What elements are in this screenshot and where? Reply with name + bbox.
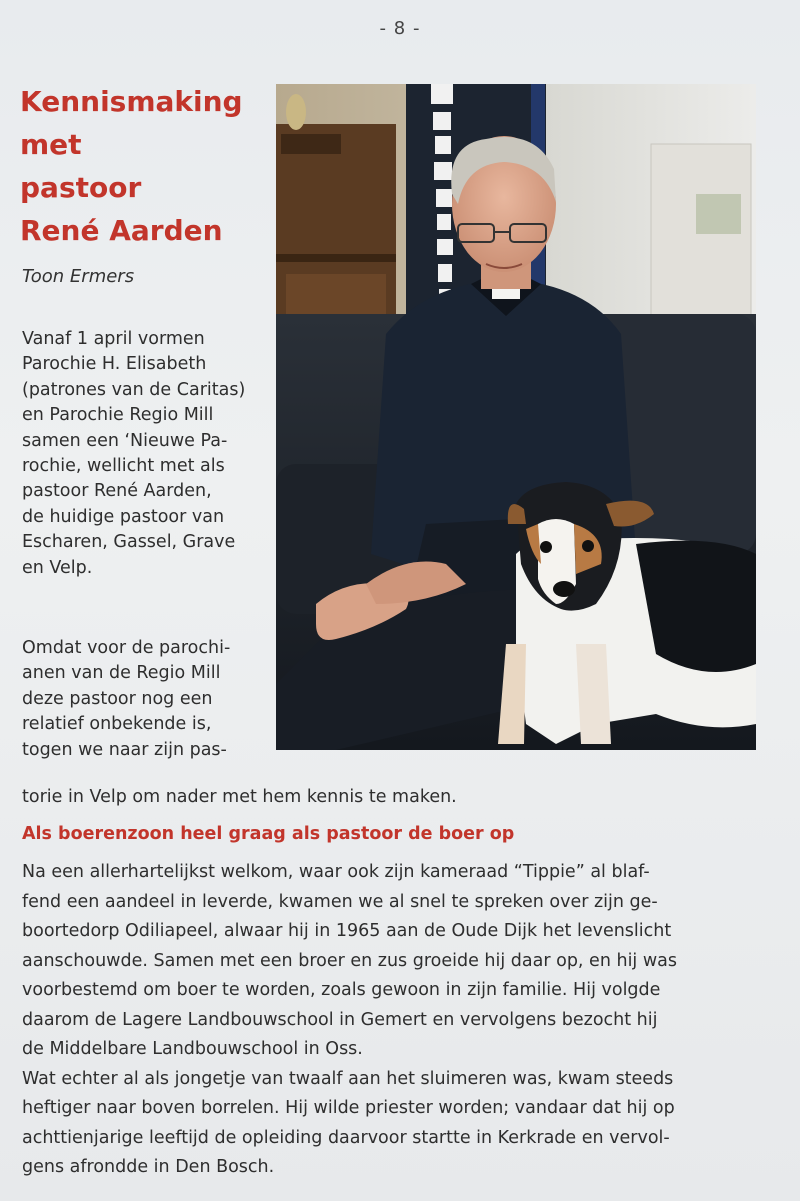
- text-line: togen we naar zijn pas-: [22, 739, 227, 760]
- text-line: voorbestemd om boer te worden, zoals gewoon in zijn familie. Hij volgde: [22, 980, 661, 1000]
- pastor-with-dog-photo: [276, 84, 756, 750]
- text-line: anen van de Regio Mill: [22, 663, 221, 684]
- second-paragraph: [22, 636, 280, 763]
- text-line: relatief onbekende is,: [22, 714, 212, 735]
- article-title: [20, 80, 270, 252]
- text-line: gens afrondde in Den Bosch.: [22, 1157, 275, 1177]
- text-line: torie in Velp om nader met hem kennis te maken.: [22, 787, 457, 807]
- article-photo: [276, 84, 756, 750]
- body-paragraph: [22, 858, 782, 1183]
- text-line: Vanaf 1 april vormen: [22, 329, 205, 349]
- title-line: met: [20, 128, 82, 161]
- text-line: Escharen, Gassel, Grave: [22, 532, 236, 553]
- text-line: aanschouwde. Samen met een broer en zus groeide hij daar op, en hij was: [22, 950, 678, 971]
- text-line: daarom de Lagere Landbouwschool in Gemert en vervolgens bezocht hij: [22, 1009, 658, 1030]
- text-line: de Middelbare Landbouwschool in Oss.: [22, 1039, 363, 1059]
- text-line: en Parochie Regio Mill: [22, 405, 214, 426]
- title-line: Kennismaking: [20, 85, 243, 118]
- author-byline: Toon Ermers: [22, 266, 135, 287]
- text-line: Parochie H. Elisabeth: [22, 354, 207, 375]
- text-line: achttienjarige leeftijd de opleiding daarvoor startte in Kerkrade en vervol-: [22, 1127, 670, 1148]
- intro-paragraph: [22, 327, 280, 581]
- title-line: pastoor: [20, 171, 142, 204]
- text-line: fend een aandeel in leverde, kwamen we al snel te spreken over zijn ge-: [22, 891, 658, 912]
- title-line: René Aarden: [20, 214, 223, 247]
- text-line: en Velp.: [22, 557, 93, 578]
- text-line: pastoor René Aarden,: [22, 481, 212, 502]
- section-subheading: Als boerenzoon heel graag als pastoor de boer op: [22, 824, 515, 844]
- text-line: deze pastoor nog een: [22, 688, 213, 709]
- text-line: de huidige pastoor van: [22, 506, 225, 527]
- text-line: rochie, wellicht met als: [22, 456, 225, 477]
- text-line: Omdat voor de parochi-: [22, 638, 231, 658]
- text-line: (patrones van de Caritas): [22, 379, 246, 400]
- text-line: boortedorp Odiliapeel, alwaar hij in 1965 aan de Oude Dijk het levenslicht: [22, 921, 672, 941]
- text-line: Na een allerhartelijkst welkom, waar ook zijn kameraad “Tippie” al blaf-: [22, 862, 650, 882]
- text-line: Wat echter al als jongetje van twaalf aan het sluimeren was, kwam steeds: [22, 1068, 674, 1089]
- text-line: samen een ‘Nieuwe Pa-: [22, 430, 228, 451]
- text-line: heftiger naar boven borrelen. Hij wilde priester worden; vandaar dat hij op: [22, 1098, 675, 1118]
- page-number: - 8 -: [379, 18, 421, 39]
